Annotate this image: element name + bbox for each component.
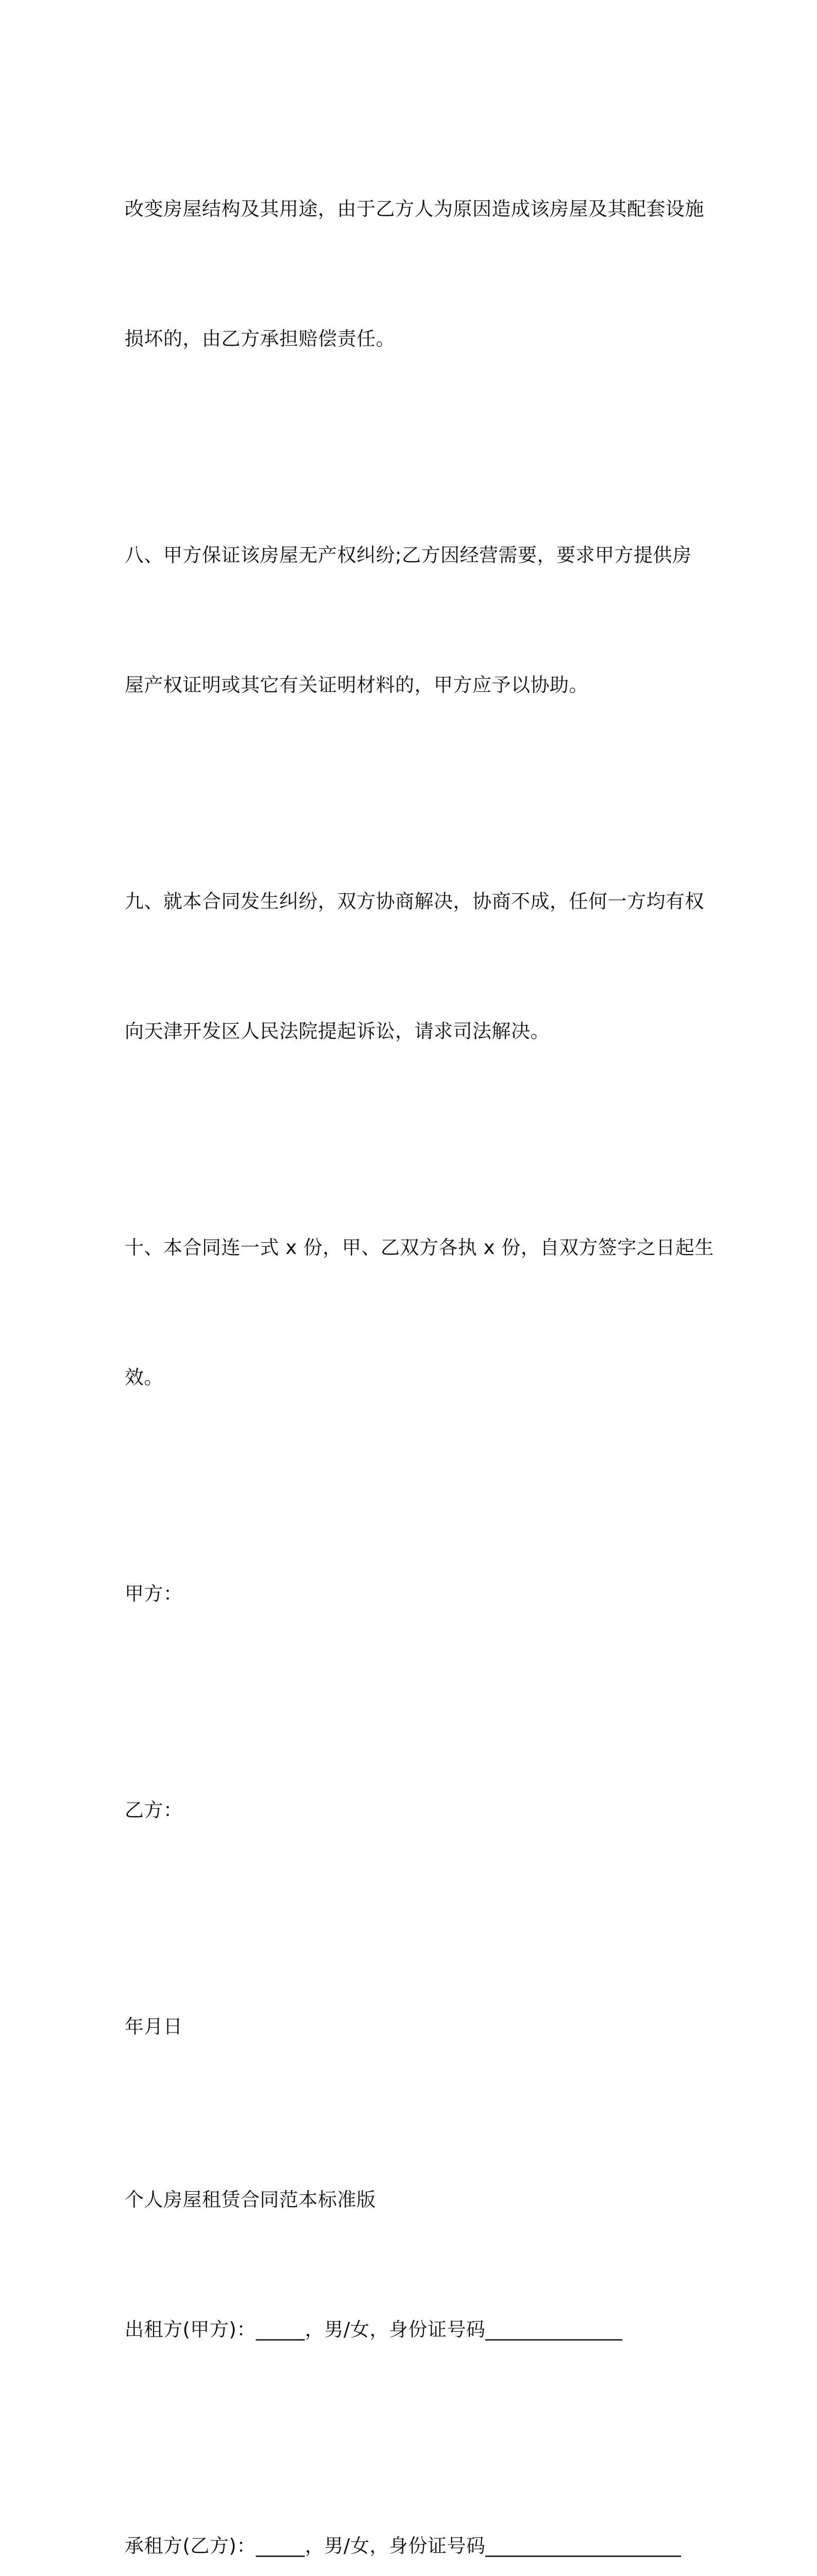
party-b-label: 乙方： — [125, 1799, 183, 1821]
clause-8 — [125, 447, 702, 793]
text-line: 改变房屋结构及其用途，由于乙方人为原因造成该房屋及其配套设施 — [125, 198, 704, 220]
text-line: 十、本合同连一式 x 份，甲、乙双方各执 x 份，自双方签字之日起生 — [125, 1236, 714, 1259]
text-line: 效。 — [125, 1366, 163, 1388]
signature-date — [125, 1919, 702, 2135]
document-body — [125, 101, 714, 2576]
section-spacer — [125, 2135, 702, 2178]
text-line: 出租方(甲方)：_____，男/女，身份证号码______________ — [125, 2318, 623, 2341]
signature-party-a — [125, 1486, 702, 1702]
lessor-info — [125, 2222, 702, 2438]
text-line: 九、就本合同发生纠纷，双方协商解决，协商不成，任何一方均有权 — [125, 890, 704, 912]
paragraph-7-continued — [125, 101, 702, 447]
signature-party-b — [125, 1702, 702, 1919]
text-line: 屋产权证明或其它有关证明材料的，甲方应予以协助。 — [125, 674, 588, 696]
lessee-info — [125, 2438, 702, 2576]
contract-title — [125, 2178, 702, 2222]
text-line: 八、甲方保证该房屋无产权纠纷;乙方因经营需要，要求甲方提供房 — [125, 544, 692, 566]
title-text: 个人房屋租赁合同范本标准版 — [125, 2189, 376, 2211]
text-line: 损坏的，由乙方承担赔偿责任。 — [125, 328, 395, 350]
date-label: 年月日 — [125, 2015, 183, 2038]
text-line: 向天津开发区人民法院提起诉讼，请求司法解决。 — [125, 1020, 550, 1042]
clause-10 — [125, 1140, 714, 1486]
text-line: 承租方(乙方)：_____，男/女，身份证号码____________________ — [125, 2535, 682, 2557]
clause-9 — [125, 793, 702, 1140]
party-a-label: 甲方： — [125, 1583, 183, 1605]
